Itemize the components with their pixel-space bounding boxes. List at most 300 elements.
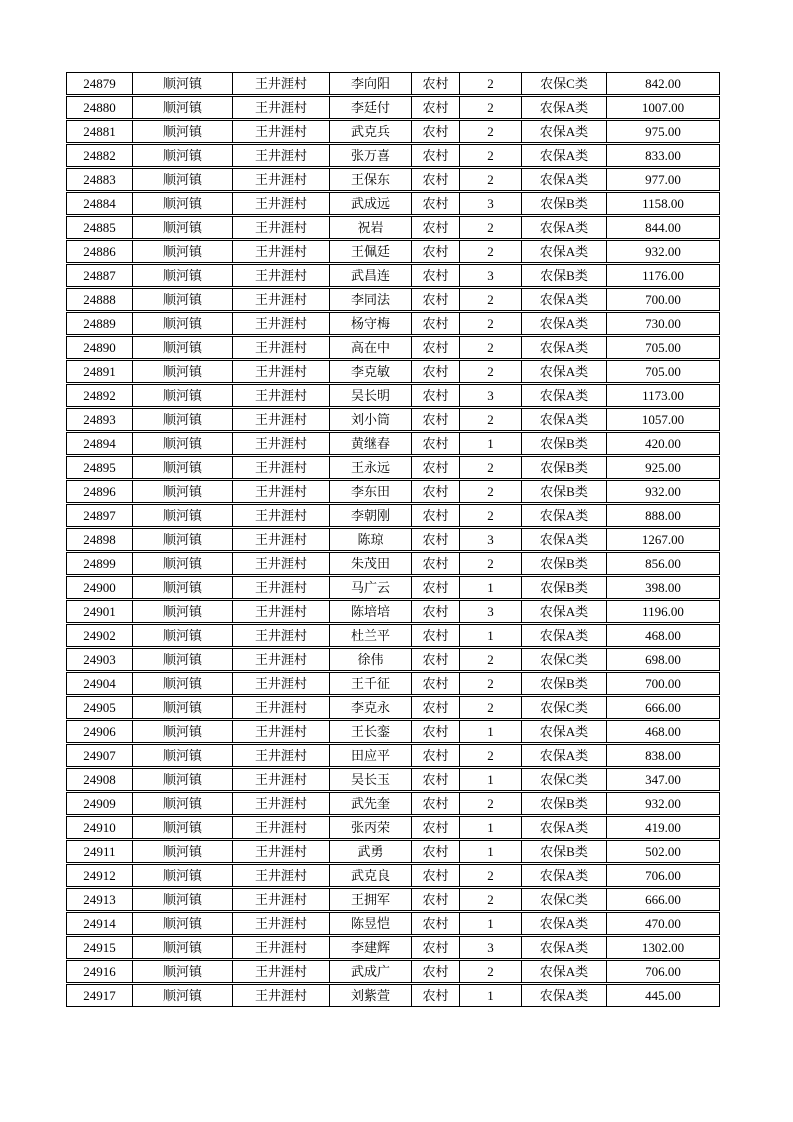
cell-person-name: 王千征: [330, 672, 412, 695]
cell-residence-type: 农村: [412, 408, 460, 431]
cell-amount: 838.00: [607, 744, 720, 767]
cell-person-count: 3: [460, 528, 522, 551]
cell-residence-type: 农村: [412, 984, 460, 1007]
cell-record-number: 24880: [66, 96, 133, 119]
table-row: [66, 192, 720, 215]
cell-village: 王井涯村: [233, 624, 330, 647]
cell-person-count: 2: [460, 888, 522, 911]
table-row: [66, 672, 720, 695]
cell-town: 顺河镇: [133, 960, 233, 983]
cell-insurance-category: 农保B类: [522, 432, 607, 455]
cell-amount: 706.00: [607, 864, 720, 887]
cell-residence-type: 农村: [412, 432, 460, 455]
cell-village: 王井涯村: [233, 984, 330, 1007]
table-row: [66, 936, 720, 959]
cell-village: 王井涯村: [233, 504, 330, 527]
cell-town: 顺河镇: [133, 504, 233, 527]
cell-village: 王井涯村: [233, 288, 330, 311]
cell-amount: 842.00: [607, 72, 720, 95]
table-row: [66, 528, 720, 551]
cell-residence-type: 农村: [412, 792, 460, 815]
cell-person-name: 李建辉: [330, 936, 412, 959]
cell-record-number: 24884: [66, 192, 133, 215]
cell-record-number: 24913: [66, 888, 133, 911]
cell-amount: 833.00: [607, 144, 720, 167]
cell-amount: 925.00: [607, 456, 720, 479]
cell-town: 顺河镇: [133, 384, 233, 407]
cell-amount: 470.00: [607, 912, 720, 935]
cell-town: 顺河镇: [133, 888, 233, 911]
cell-amount: 1007.00: [607, 96, 720, 119]
cell-person-name: 黄继春: [330, 432, 412, 455]
cell-person-name: 马广云: [330, 576, 412, 599]
cell-residence-type: 农村: [412, 816, 460, 839]
cell-person-name: 徐伟: [330, 648, 412, 671]
table-row: [66, 960, 720, 983]
cell-person-name: 武成远: [330, 192, 412, 215]
cell-residence-type: 农村: [412, 576, 460, 599]
cell-residence-type: 农村: [412, 720, 460, 743]
cell-person-count: 1: [460, 816, 522, 839]
cell-person-count: 1: [460, 912, 522, 935]
cell-town: 顺河镇: [133, 288, 233, 311]
cell-amount: 706.00: [607, 960, 720, 983]
cell-amount: 398.00: [607, 576, 720, 599]
cell-village: 王井涯村: [233, 96, 330, 119]
cell-amount: 932.00: [607, 240, 720, 263]
cell-person-name: 王佩廷: [330, 240, 412, 263]
cell-insurance-category: 农保B类: [522, 576, 607, 599]
cell-town: 顺河镇: [133, 864, 233, 887]
cell-village: 王井涯村: [233, 192, 330, 215]
cell-record-number: 24911: [66, 840, 133, 863]
cell-person-name: 高在中: [330, 336, 412, 359]
cell-village: 王井涯村: [233, 144, 330, 167]
table-row: [66, 144, 720, 167]
cell-village: 王井涯村: [233, 216, 330, 239]
cell-residence-type: 农村: [412, 912, 460, 935]
cell-amount: 666.00: [607, 888, 720, 911]
cell-person-name: 田应平: [330, 744, 412, 767]
cell-amount: 730.00: [607, 312, 720, 335]
cell-residence-type: 农村: [412, 696, 460, 719]
cell-person-name: 王拥军: [330, 888, 412, 911]
cell-person-count: 2: [460, 648, 522, 671]
table-row: [66, 240, 720, 263]
cell-village: 王井涯村: [233, 744, 330, 767]
cell-person-name: 王长銮: [330, 720, 412, 743]
cell-insurance-category: 农保A类: [522, 144, 607, 167]
cell-town: 顺河镇: [133, 264, 233, 287]
cell-amount: 975.00: [607, 120, 720, 143]
cell-village: 王井涯村: [233, 600, 330, 623]
cell-record-number: 24912: [66, 864, 133, 887]
cell-village: 王井涯村: [233, 168, 330, 191]
cell-town: 顺河镇: [133, 168, 233, 191]
cell-insurance-category: 农保B类: [522, 480, 607, 503]
cell-amount: 700.00: [607, 288, 720, 311]
cell-village: 王井涯村: [233, 264, 330, 287]
cell-person-name: 武克兵: [330, 120, 412, 143]
cell-town: 顺河镇: [133, 840, 233, 863]
cell-residence-type: 农村: [412, 864, 460, 887]
cell-record-number: 24895: [66, 456, 133, 479]
cell-town: 顺河镇: [133, 312, 233, 335]
cell-amount: 1057.00: [607, 408, 720, 431]
cell-village: 王井涯村: [233, 768, 330, 791]
cell-person-name: 李廷付: [330, 96, 412, 119]
table-row: [66, 840, 720, 863]
cell-village: 王井涯村: [233, 120, 330, 143]
cell-town: 顺河镇: [133, 408, 233, 431]
cell-residence-type: 农村: [412, 288, 460, 311]
cell-insurance-category: 农保A类: [522, 744, 607, 767]
cell-residence-type: 农村: [412, 480, 460, 503]
cell-town: 顺河镇: [133, 816, 233, 839]
cell-person-count: 2: [460, 696, 522, 719]
cell-person-count: 2: [460, 456, 522, 479]
cell-village: 王井涯村: [233, 672, 330, 695]
cell-residence-type: 农村: [412, 840, 460, 863]
cell-insurance-category: 农保A类: [522, 216, 607, 239]
cell-residence-type: 农村: [412, 240, 460, 263]
cell-village: 王井涯村: [233, 240, 330, 263]
records-table-body: [66, 72, 720, 1007]
cell-residence-type: 农村: [412, 672, 460, 695]
cell-residence-type: 农村: [412, 768, 460, 791]
cell-village: 王井涯村: [233, 336, 330, 359]
cell-person-name: 吴长玉: [330, 768, 412, 791]
cell-town: 顺河镇: [133, 600, 233, 623]
cell-person-count: 3: [460, 192, 522, 215]
cell-person-count: 2: [460, 504, 522, 527]
cell-residence-type: 农村: [412, 552, 460, 575]
cell-residence-type: 农村: [412, 648, 460, 671]
cell-record-number: 24910: [66, 816, 133, 839]
cell-record-number: 24891: [66, 360, 133, 383]
cell-person-count: 3: [460, 264, 522, 287]
table-row: [66, 384, 720, 407]
cell-person-count: 2: [460, 96, 522, 119]
cell-village: 王井涯村: [233, 792, 330, 815]
cell-village: 王井涯村: [233, 840, 330, 863]
cell-record-number: 24901: [66, 600, 133, 623]
cell-village: 王井涯村: [233, 480, 330, 503]
cell-person-name: 王保东: [330, 168, 412, 191]
cell-person-name: 李克永: [330, 696, 412, 719]
cell-person-count: 2: [460, 216, 522, 239]
cell-town: 顺河镇: [133, 744, 233, 767]
cell-village: 王井涯村: [233, 384, 330, 407]
cell-person-count: 2: [460, 312, 522, 335]
cell-person-count: 2: [460, 360, 522, 383]
cell-residence-type: 农村: [412, 936, 460, 959]
cell-person-count: 2: [460, 240, 522, 263]
cell-person-count: 1: [460, 720, 522, 743]
cell-amount: 420.00: [607, 432, 720, 455]
cell-insurance-category: 农保A类: [522, 624, 607, 647]
cell-village: 王井涯村: [233, 696, 330, 719]
cell-insurance-category: 农保C类: [522, 888, 607, 911]
table-row: [66, 408, 720, 431]
cell-residence-type: 农村: [412, 624, 460, 647]
cell-village: 王井涯村: [233, 720, 330, 743]
cell-record-number: 24899: [66, 552, 133, 575]
cell-residence-type: 农村: [412, 456, 460, 479]
cell-person-count: 1: [460, 840, 522, 863]
cell-insurance-category: 农保B类: [522, 672, 607, 695]
cell-record-number: 24894: [66, 432, 133, 455]
cell-town: 顺河镇: [133, 912, 233, 935]
cell-town: 顺河镇: [133, 336, 233, 359]
cell-insurance-category: 农保A类: [522, 912, 607, 935]
cell-town: 顺河镇: [133, 720, 233, 743]
cell-person-name: 李朝刚: [330, 504, 412, 527]
cell-insurance-category: 农保A类: [522, 936, 607, 959]
cell-amount: 977.00: [607, 168, 720, 191]
cell-amount: 347.00: [607, 768, 720, 791]
cell-insurance-category: 农保B类: [522, 792, 607, 815]
cell-village: 王井涯村: [233, 360, 330, 383]
cell-insurance-category: 农保A类: [522, 864, 607, 887]
cell-person-name: 武成广: [330, 960, 412, 983]
cell-insurance-category: 农保B类: [522, 552, 607, 575]
cell-person-count: 1: [460, 624, 522, 647]
table-row: [66, 480, 720, 503]
cell-town: 顺河镇: [133, 216, 233, 239]
cell-person-count: 2: [460, 72, 522, 95]
table-row: [66, 312, 720, 335]
cell-amount: 856.00: [607, 552, 720, 575]
cell-insurance-category: 农保C类: [522, 648, 607, 671]
cell-record-number: 24917: [66, 984, 133, 1007]
cell-person-name: 李同法: [330, 288, 412, 311]
table-row: [66, 768, 720, 791]
cell-amount: 1267.00: [607, 528, 720, 551]
cell-record-number: 24908: [66, 768, 133, 791]
cell-insurance-category: 农保C类: [522, 696, 607, 719]
cell-residence-type: 农村: [412, 960, 460, 983]
cell-insurance-category: 农保A类: [522, 408, 607, 431]
cell-town: 顺河镇: [133, 672, 233, 695]
cell-amount: 419.00: [607, 816, 720, 839]
cell-residence-type: 农村: [412, 600, 460, 623]
cell-record-number: 24885: [66, 216, 133, 239]
table-row: [66, 888, 720, 911]
cell-village: 王井涯村: [233, 552, 330, 575]
cell-person-count: 2: [460, 480, 522, 503]
cell-record-number: 24914: [66, 912, 133, 935]
cell-amount: 1176.00: [607, 264, 720, 287]
table-row: [66, 600, 720, 623]
cell-residence-type: 农村: [412, 168, 460, 191]
cell-record-number: 24898: [66, 528, 133, 551]
cell-record-number: 24883: [66, 168, 133, 191]
table-row: [66, 96, 720, 119]
cell-person-name: 武克良: [330, 864, 412, 887]
cell-person-count: 2: [460, 672, 522, 695]
table-row: [66, 72, 720, 95]
cell-village: 王井涯村: [233, 912, 330, 935]
cell-town: 顺河镇: [133, 144, 233, 167]
cell-person-count: 3: [460, 936, 522, 959]
cell-amount: 932.00: [607, 480, 720, 503]
cell-amount: 932.00: [607, 792, 720, 815]
cell-person-count: 1: [460, 768, 522, 791]
cell-insurance-category: 农保C类: [522, 72, 607, 95]
cell-amount: 1158.00: [607, 192, 720, 215]
cell-residence-type: 农村: [412, 744, 460, 767]
cell-amount: 468.00: [607, 624, 720, 647]
cell-person-name: 刘紫萱: [330, 984, 412, 1007]
cell-record-number: 24882: [66, 144, 133, 167]
cell-record-number: 24887: [66, 264, 133, 287]
table-row: [66, 288, 720, 311]
cell-person-count: 2: [460, 288, 522, 311]
cell-residence-type: 农村: [412, 504, 460, 527]
cell-record-number: 24896: [66, 480, 133, 503]
cell-insurance-category: 农保A类: [522, 120, 607, 143]
cell-insurance-category: 农保A类: [522, 984, 607, 1007]
cell-amount: 888.00: [607, 504, 720, 527]
cell-village: 王井涯村: [233, 408, 330, 431]
table-row: [66, 120, 720, 143]
cell-record-number: 24889: [66, 312, 133, 335]
cell-person-name: 祝岩: [330, 216, 412, 239]
cell-person-name: 武先奎: [330, 792, 412, 815]
cell-residence-type: 农村: [412, 888, 460, 911]
table-row: [66, 984, 720, 1007]
cell-amount: 502.00: [607, 840, 720, 863]
cell-town: 顺河镇: [133, 552, 233, 575]
cell-amount: 705.00: [607, 336, 720, 359]
cell-insurance-category: 农保B类: [522, 840, 607, 863]
cell-town: 顺河镇: [133, 792, 233, 815]
cell-amount: 698.00: [607, 648, 720, 671]
cell-residence-type: 农村: [412, 192, 460, 215]
table-row: [66, 912, 720, 935]
cell-person-name: 陈琼: [330, 528, 412, 551]
cell-record-number: 24886: [66, 240, 133, 263]
cell-amount: 445.00: [607, 984, 720, 1007]
cell-person-count: 1: [460, 984, 522, 1007]
cell-village: 王井涯村: [233, 888, 330, 911]
cell-town: 顺河镇: [133, 240, 233, 263]
cell-person-name: 朱茂田: [330, 552, 412, 575]
cell-person-count: 2: [460, 864, 522, 887]
cell-insurance-category: 农保A类: [522, 816, 607, 839]
cell-person-count: 2: [460, 960, 522, 983]
cell-amount: 666.00: [607, 696, 720, 719]
cell-town: 顺河镇: [133, 984, 233, 1007]
cell-town: 顺河镇: [133, 72, 233, 95]
cell-village: 王井涯村: [233, 456, 330, 479]
cell-amount: 1302.00: [607, 936, 720, 959]
cell-town: 顺河镇: [133, 432, 233, 455]
cell-amount: 700.00: [607, 672, 720, 695]
cell-person-name: 陈培培: [330, 600, 412, 623]
cell-residence-type: 农村: [412, 360, 460, 383]
cell-record-number: 24902: [66, 624, 133, 647]
cell-village: 王井涯村: [233, 432, 330, 455]
cell-record-number: 24906: [66, 720, 133, 743]
table-row: [66, 624, 720, 647]
table-row: [66, 264, 720, 287]
cell-person-count: 2: [460, 336, 522, 359]
cell-record-number: 24892: [66, 384, 133, 407]
cell-person-name: 李克敏: [330, 360, 412, 383]
cell-village: 王井涯村: [233, 960, 330, 983]
cell-record-number: 24903: [66, 648, 133, 671]
cell-person-count: 2: [460, 792, 522, 815]
cell-village: 王井涯村: [233, 648, 330, 671]
table-row: [66, 816, 720, 839]
cell-insurance-category: 农保A类: [522, 336, 607, 359]
cell-insurance-category: 农保A类: [522, 360, 607, 383]
table-row: [66, 696, 720, 719]
cell-town: 顺河镇: [133, 648, 233, 671]
cell-town: 顺河镇: [133, 576, 233, 599]
table-row: [66, 432, 720, 455]
table-row: [66, 456, 720, 479]
cell-insurance-category: 农保A类: [522, 288, 607, 311]
cell-town: 顺河镇: [133, 696, 233, 719]
cell-residence-type: 农村: [412, 72, 460, 95]
cell-person-name: 张丙荣: [330, 816, 412, 839]
cell-insurance-category: 农保A类: [522, 384, 607, 407]
cell-town: 顺河镇: [133, 96, 233, 119]
cell-person-name: 杨守梅: [330, 312, 412, 335]
cell-person-count: 3: [460, 384, 522, 407]
cell-amount: 1196.00: [607, 600, 720, 623]
cell-town: 顺河镇: [133, 768, 233, 791]
cell-person-count: 2: [460, 408, 522, 431]
cell-insurance-category: 农保A类: [522, 528, 607, 551]
cell-person-count: 2: [460, 120, 522, 143]
cell-residence-type: 农村: [412, 384, 460, 407]
cell-record-number: 24890: [66, 336, 133, 359]
cell-person-name: 李东田: [330, 480, 412, 503]
cell-residence-type: 农村: [412, 120, 460, 143]
cell-amount: 705.00: [607, 360, 720, 383]
table-row: [66, 648, 720, 671]
cell-person-count: 2: [460, 168, 522, 191]
records-table: [66, 71, 720, 1008]
cell-person-name: 刘小筒: [330, 408, 412, 431]
table-row: [66, 336, 720, 359]
cell-person-name: 王永远: [330, 456, 412, 479]
cell-insurance-category: 农保A类: [522, 240, 607, 263]
cell-person-name: 吴长明: [330, 384, 412, 407]
cell-person-name: 武勇: [330, 840, 412, 863]
cell-amount: 1173.00: [607, 384, 720, 407]
cell-record-number: 24907: [66, 744, 133, 767]
table-row: [66, 168, 720, 191]
cell-record-number: 24916: [66, 960, 133, 983]
cell-town: 顺河镇: [133, 192, 233, 215]
cell-person-count: 2: [460, 144, 522, 167]
cell-insurance-category: 农保A类: [522, 96, 607, 119]
cell-insurance-category: 农保B类: [522, 264, 607, 287]
table-row: [66, 720, 720, 743]
cell-town: 顺河镇: [133, 360, 233, 383]
cell-village: 王井涯村: [233, 864, 330, 887]
table-row: [66, 864, 720, 887]
cell-village: 王井涯村: [233, 528, 330, 551]
cell-insurance-category: 农保B类: [522, 456, 607, 479]
cell-record-number: 24879: [66, 72, 133, 95]
cell-record-number: 24881: [66, 120, 133, 143]
